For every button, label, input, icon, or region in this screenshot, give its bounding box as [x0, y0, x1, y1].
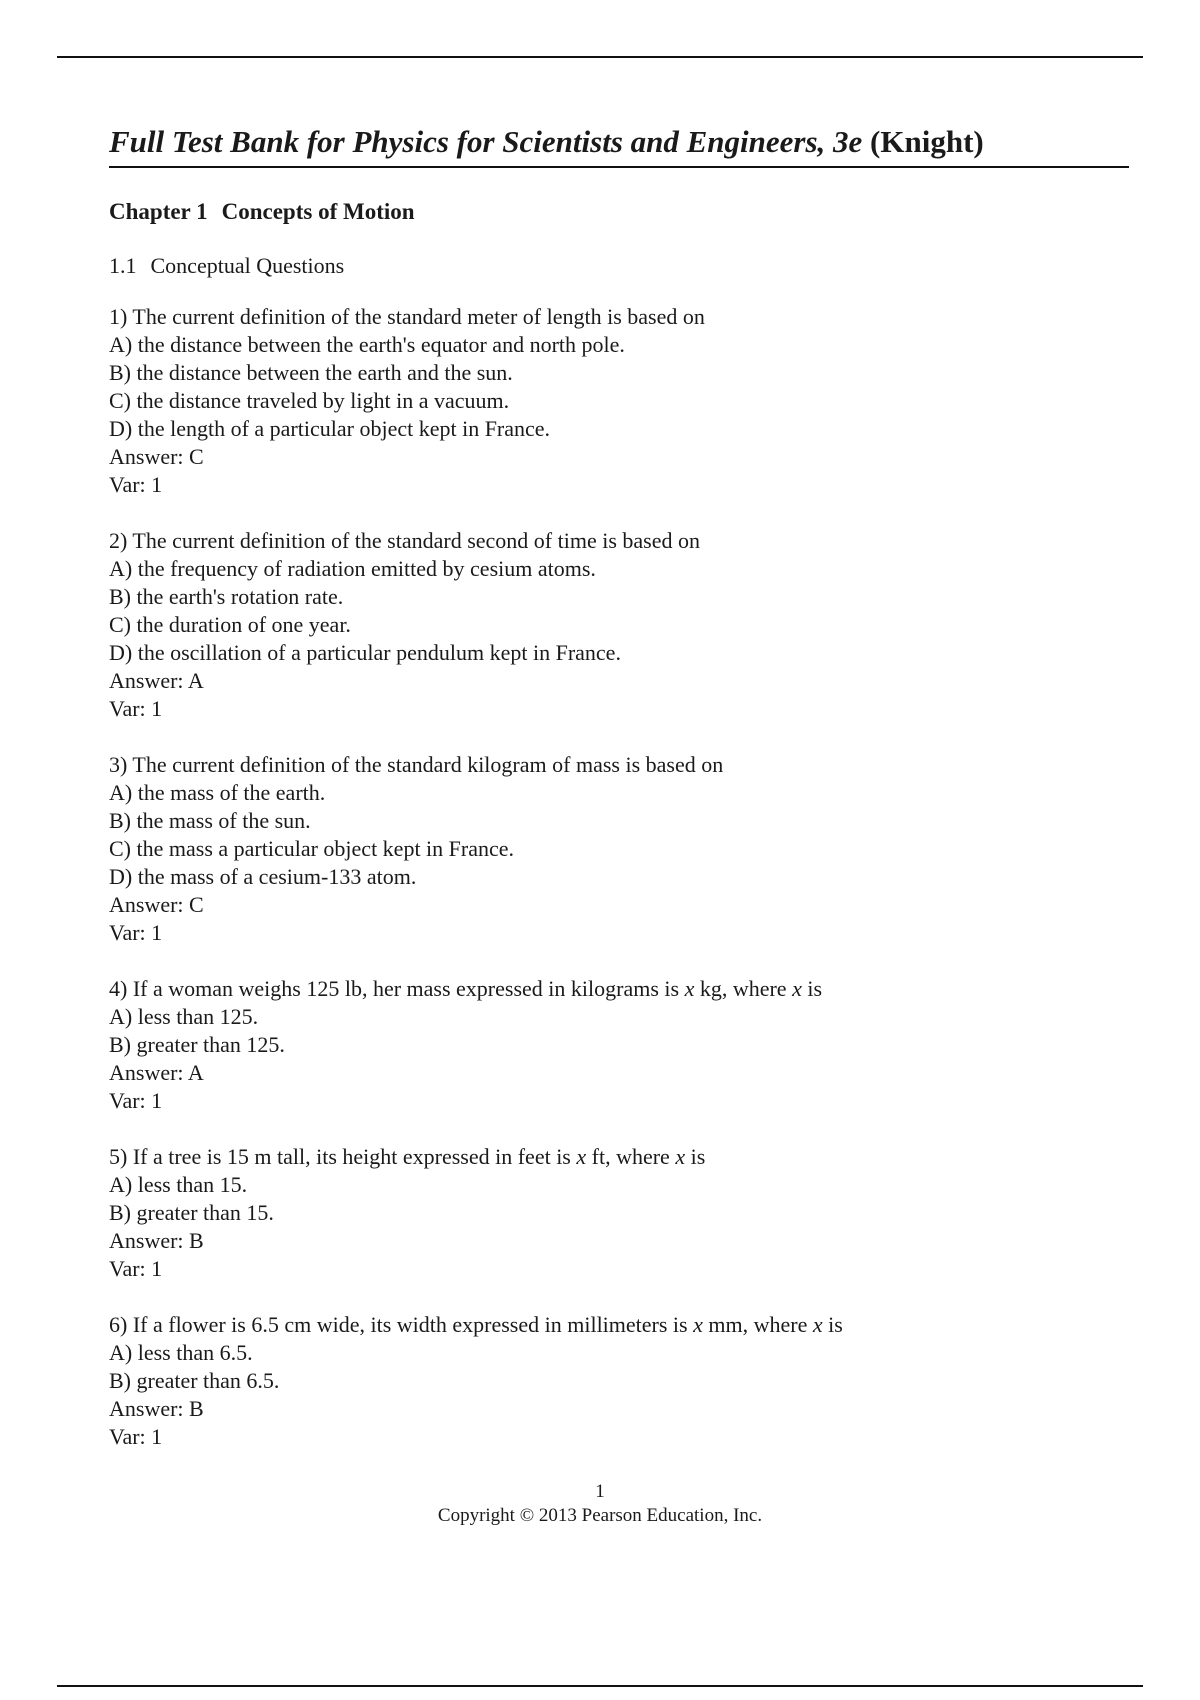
option-b: B) the distance between the earth and the sun.: [109, 360, 513, 385]
option-d: D) the length of a particular object kept in France.: [109, 416, 551, 441]
answer: Answer: A: [109, 1060, 204, 1085]
answer: Answer: A: [109, 668, 204, 693]
stem-variable: x: [576, 1144, 587, 1169]
question-stem: 2) The current definition of the standard second of time is based on: [109, 528, 700, 553]
option-a: A) the frequency of radiation emitted by cesium atoms.: [109, 556, 596, 581]
stem-text: is: [822, 1312, 843, 1337]
question-5: [109, 1143, 1129, 1283]
stem-text: kg, where: [694, 976, 793, 1001]
stem-variable: x: [684, 976, 695, 1001]
option-b: B) greater than 6.5.: [109, 1368, 280, 1393]
page-number: 1: [595, 1481, 605, 1502]
answer: Answer: B: [109, 1228, 204, 1253]
page-footer: [0, 1480, 1200, 1528]
var: Var: 1: [109, 472, 163, 497]
question-stem: 3) The current definition of the standard kilogram of mass is based on: [109, 752, 724, 777]
var: Var: 1: [109, 1088, 163, 1113]
section-number: 1.1: [109, 253, 137, 278]
var: Var: 1: [109, 696, 163, 721]
stem-variable: x: [812, 1312, 823, 1337]
question-6: [109, 1311, 1129, 1451]
question-1: [109, 303, 1129, 499]
stem-text: ft, where: [586, 1144, 676, 1169]
copyright-notice: Copyright © 2013 Pearson Education, Inc.: [437, 1505, 763, 1526]
top-rule: [57, 56, 1143, 58]
document-title: [109, 118, 1129, 168]
option-b: B) the mass of the sun.: [109, 808, 311, 833]
option-d: D) the oscillation of a particular pendulum kept in France.: [109, 640, 621, 665]
question-list: [109, 303, 1129, 1451]
stem-text: mm, where: [702, 1312, 813, 1337]
answer: Answer: B: [109, 1396, 204, 1421]
var: Var: 1: [109, 1424, 163, 1449]
option-b: B) the earth's rotation rate.: [109, 584, 344, 609]
stem-variable: x: [693, 1312, 703, 1337]
question-4: [109, 975, 1129, 1115]
question-2: [109, 527, 1129, 723]
question-stem: [109, 1311, 1129, 1339]
question-stem: [109, 975, 1129, 1003]
chapter-number: Chapter 1: [109, 199, 208, 224]
section-heading: [109, 250, 1129, 282]
stem-variable: x: [792, 976, 802, 1001]
chapter-name: Concepts of Motion: [221, 199, 415, 224]
option-b: B) greater than 15.: [109, 1200, 274, 1225]
section-name: Conceptual Questions: [150, 253, 345, 278]
title-italic: Full Test Bank for Physics for Scientists and Engineers, 3e: [109, 124, 863, 159]
document-body: [109, 118, 1129, 1479]
stem-variable: x: [675, 1144, 686, 1169]
option-a: A) less than 15.: [109, 1172, 248, 1197]
answer: Answer: C: [109, 444, 204, 469]
stem-text: is: [685, 1144, 706, 1169]
question-3: [109, 751, 1129, 947]
option-a: A) less than 125.: [109, 1004, 259, 1029]
stem-text: is: [801, 976, 823, 1001]
option-d: D) the mass of a cesium-133 atom.: [109, 864, 417, 889]
stem-text: 5) If a tree is 15 m tall, its height expressed in feet is: [109, 1144, 577, 1169]
option-c: C) the duration of one year.: [109, 612, 351, 637]
option-a: A) the distance between the earth's equator and north pole.: [109, 332, 625, 357]
title-author: (Knight): [870, 124, 984, 159]
var: Var: 1: [109, 1256, 163, 1281]
bottom-rule: [57, 1685, 1143, 1687]
var: Var: 1: [109, 920, 163, 945]
option-a: A) less than 6.5.: [109, 1340, 253, 1365]
question-stem: 1) The current definition of the standard meter of length is based on: [109, 304, 705, 329]
option-b: B) greater than 125.: [109, 1032, 285, 1057]
option-a: A) the mass of the earth.: [109, 780, 326, 805]
stem-text: 4) If a woman weighs 125 lb, her mass expressed in kilograms is: [109, 976, 685, 1001]
option-c: C) the distance traveled by light in a vacuum.: [109, 388, 510, 413]
chapter-heading: [109, 196, 1129, 228]
option-c: C) the mass a particular object kept in France.: [109, 836, 515, 861]
stem-text: 6) If a flower is 6.5 cm wide, its width expressed in millimeters is: [109, 1312, 694, 1337]
answer: Answer: C: [109, 892, 204, 917]
question-stem: [109, 1143, 1129, 1171]
